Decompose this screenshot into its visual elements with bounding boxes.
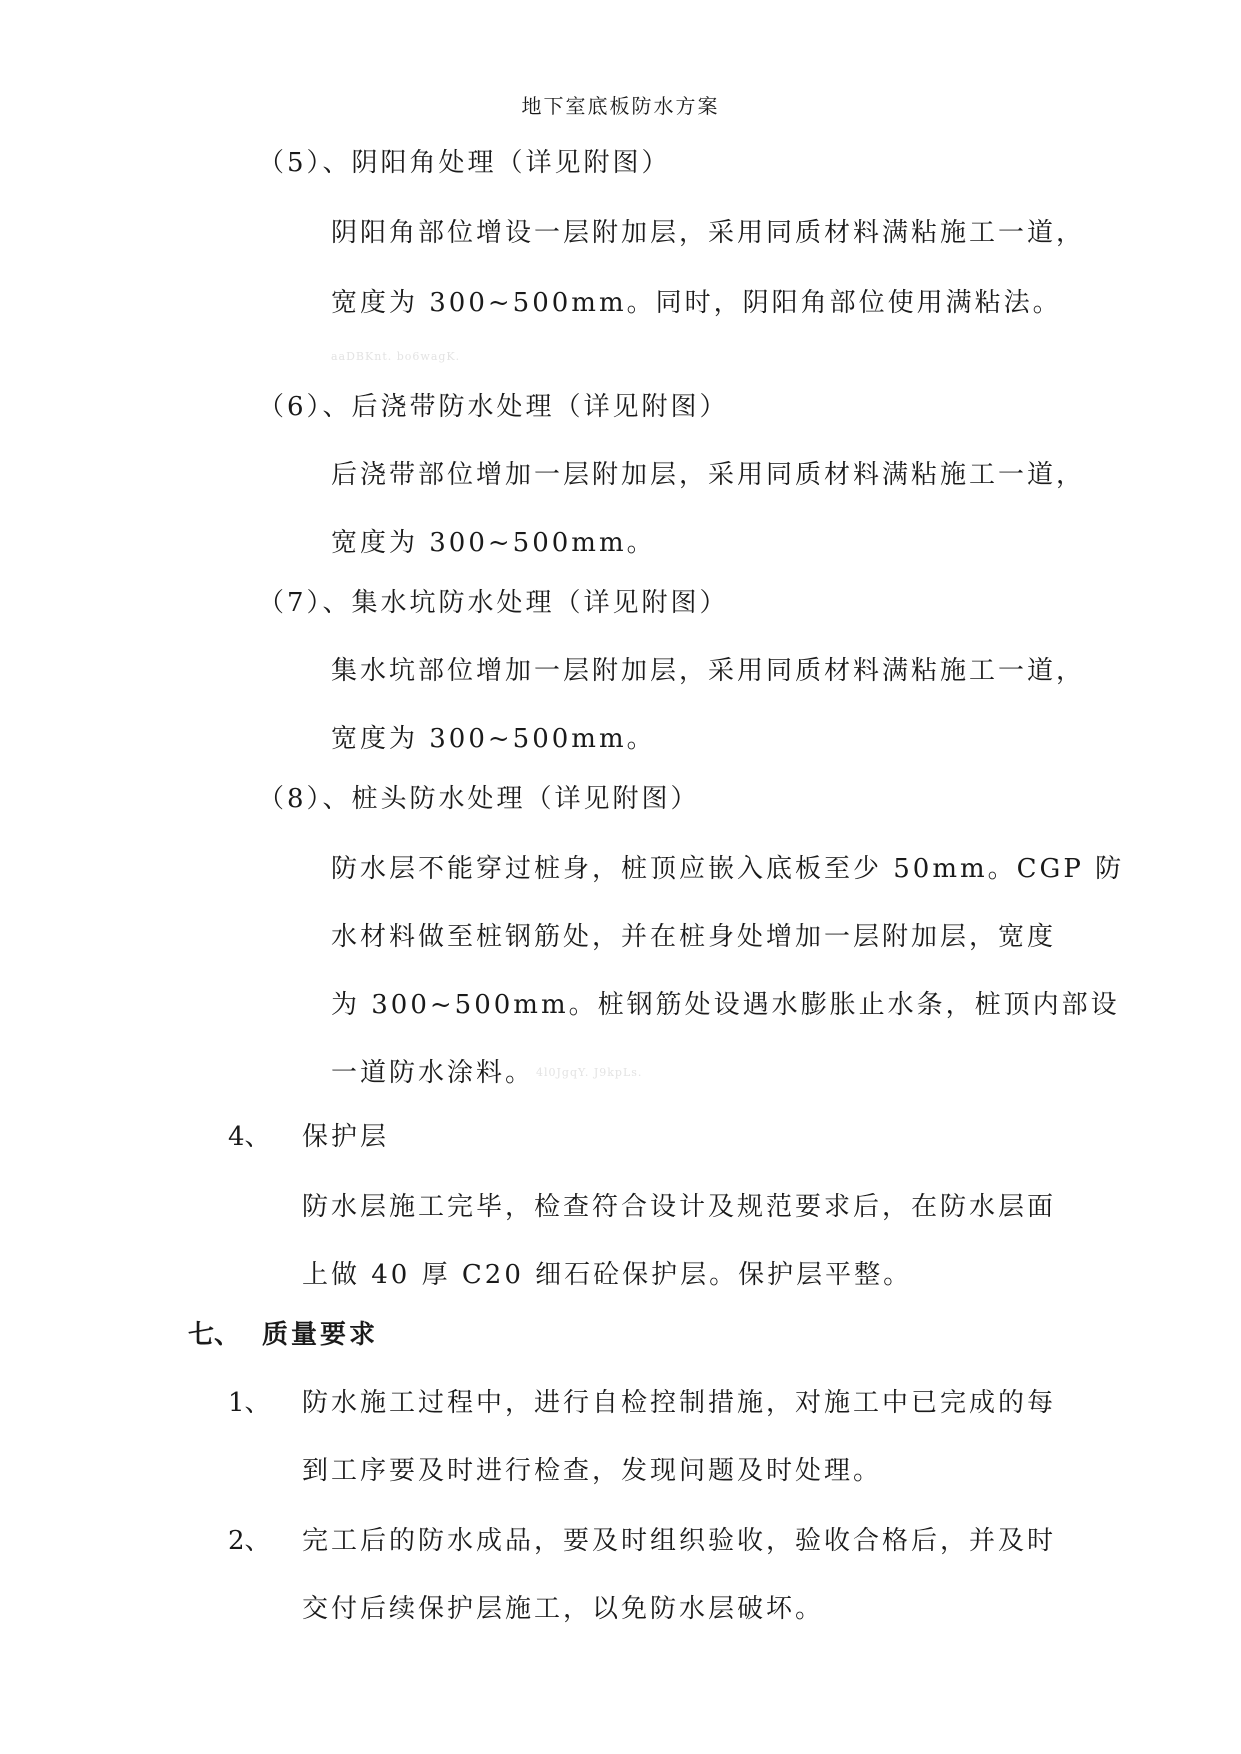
item8-line2: 水材料做至桩钢筋处，并在桩身处增加一层附加层，宽度 (331, 922, 1057, 952)
quality-item1-line1: 防水施工过程中，进行自检控制措施，对施工中已完成的每 (302, 1388, 1057, 1418)
item5-line1: 阴阳角部位增设一层附加层，采用同质材料满粘施工一道， (331, 218, 1086, 248)
quality-item1-number: 1、 (228, 1388, 271, 1418)
quality-heading: 质量要求 (262, 1320, 379, 1350)
item6-heading: （6）、后浇带防水处理（详见附图） (258, 392, 729, 422)
item7-line2: 宽度为 300~500mm。 (331, 724, 656, 754)
item8-line1: 防水层不能穿过桩身，桩顶应嵌入底板至少 50mm。CGP 防 (331, 854, 1125, 884)
quality-number: 七、 (188, 1320, 241, 1350)
quality-item2-line2: 交付后续保护层施工，以免防水层破坏。 (302, 1594, 825, 1624)
page-header-title: 地下室底板防水方案 (521, 94, 720, 118)
item5-line2: 宽度为 300~500mm。同时，阴阳角部位使用满粘法。 (331, 288, 1062, 318)
item8-heading: （8）、桩头防水处理（详见附图） (258, 784, 700, 814)
protect-line2: 上做 40 厚 C20 细石砼保护层。保护层平整。 (302, 1260, 913, 1290)
item8-line3: 为 300~500mm。桩钢筋处设遇水膨胀止水条，桩顶内部设 (331, 990, 1120, 1020)
quality-item2-line1: 完工后的防水成品，要及时组织验收，验收合格后，并及时 (302, 1526, 1057, 1556)
item5-watermark: aaDBKnt. bo6wagK. (331, 350, 461, 363)
item6-line1: 后浇带部位增加一层附加层，采用同质材料满粘施工一道， (331, 460, 1086, 490)
protect-line1: 防水层施工完毕，检查符合设计及规范要求后，在防水层面 (302, 1192, 1057, 1222)
quality-item1-line2: 到工序要及时进行检查，发现问题及时处理。 (302, 1456, 883, 1486)
protect-heading: 保护层 (302, 1122, 390, 1152)
item7-line1: 集水坑部位增加一层附加层，采用同质材料满粘施工一道， (331, 656, 1086, 686)
protect-number: 4、 (228, 1122, 271, 1152)
item8-line4: 一道防水涂料。 (331, 1058, 535, 1088)
item5-heading: （5）、阴阳角处理（详见附图） (258, 148, 671, 178)
item7-heading: （7）、集水坑防水处理（详见附图） (258, 588, 729, 618)
item8-watermark: 4l0JgqY. J9kpLs. (536, 1066, 643, 1079)
quality-item2-number: 2、 (228, 1526, 271, 1556)
item6-line2: 宽度为 300~500mm。 (331, 528, 656, 558)
